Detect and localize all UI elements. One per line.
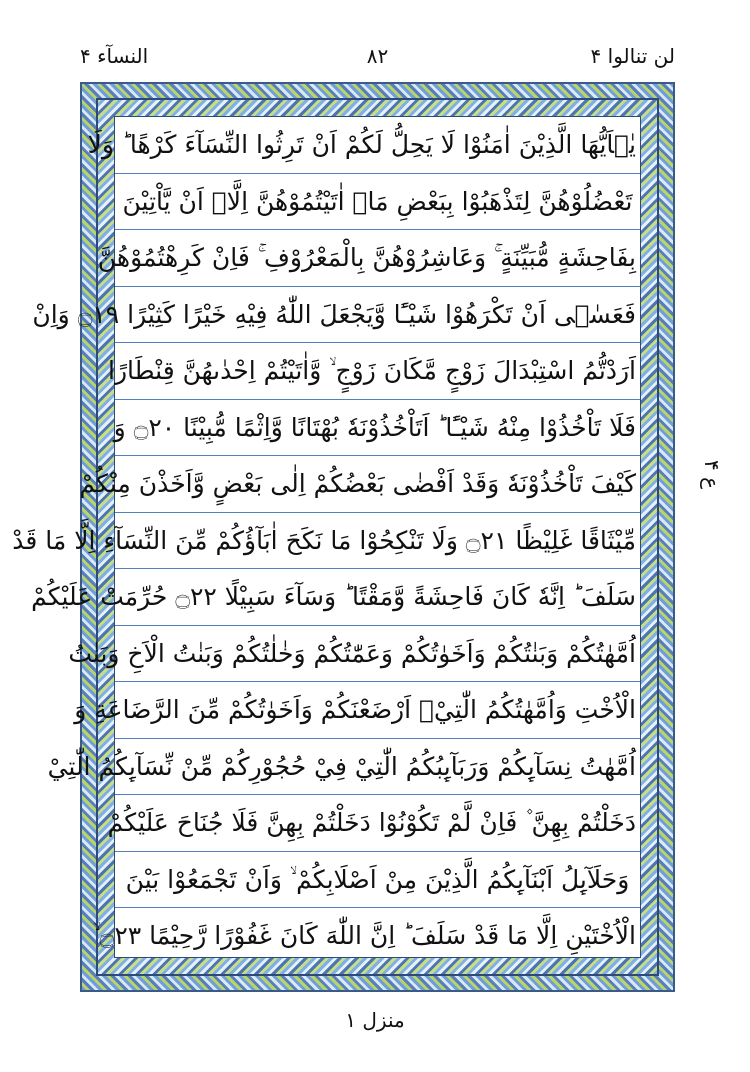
text-line: سَلَفَ ؕ اِنَّهٗ كَانَ فَاحِشَةً وَّمَقْتًا ؕ وَسَآءَ سَبِيْلًا ۝٢٢ حُرِّمَتْ عَلَيْكُمْ <box>115 569 640 626</box>
text-line: تَعْضُلُوْهُنَّ لِتَذْهَبُوْا بِبَعْضِ مَاۤ اٰتَيْتُمُوْهُنَّ اِلَّاۤ اَنْ يَّاْتِيْنَ <box>115 174 640 231</box>
text-line: مِّيْثَاقًا غَلِيْظًا ۝٢١ وَلَا تَنْكِحُوْا مَا نَكَحَ اٰبَآؤُكُمْ مِّنَ النِّسَآءِ اِلَّا مَا قَدْ <box>115 513 640 570</box>
text-line: اُمَّهٰتُكُمْ وَبَنٰتُكُمْ وَاَخَوٰتُكُمْ وَعَمّٰتُكُمْ وَخٰلٰتُكُمْ وَبَنٰتُ الْاَخِ وَبَنٰتُ <box>115 626 640 683</box>
manzil-footer: منزل ۱ <box>345 1008 405 1032</box>
page-number: ٨٢ <box>366 44 389 68</box>
text-line: بِفَاحِشَةٍ مُّبَيِّنَةٍ ۚ وَعَاشِرُوْهُنَّ بِالْمَعْرُوْفِ ۚ فَاِنْ كَرِهْتُمُوْهُنَّ <box>115 230 640 287</box>
text-line: الْاُخْتِ وَاُمَّهٰتُكُمُ الّٰتِيْۤ اَرْضَعْنَكُمْ وَاَخَوٰتُكُمْ مِّنَ الرَّضَاعَةِ وَ <box>115 682 640 739</box>
text-line: كَيْفَ تَاْخُذُوْنَهٗ وَقَدْ اَفْضٰى بَعْضُكُمْ اِلٰى بَعْضٍ وَّاَخَذْنَ مِنْكُمْ <box>115 456 640 513</box>
text-line: يٰۤاَيُّهَا الَّذِيْنَ اٰمَنُوْا لَا يَحِلُّ لَكُمْ اَنْ تَرِثُوا النِّسَآءَ كَرْهًا ؕ وَلَا <box>115 117 640 174</box>
ruku-marker: ع ۴ <box>700 460 724 490</box>
text-line: اُمَّهٰتُ نِسَآىِٕكُمْ وَرَبَآىِٕبُكُمُ الّٰتِيْ فِيْ حُجُوْرِكُمْ مِّنْ نِّسَآىِٕكُمُ الّٰتِيْ <box>115 739 640 796</box>
text-line: فَعَسٰۤى اَنْ تَكْرَهُوْا شَيْـًٔا وَّيَجْعَلَ اللّٰهُ فِيْهِ خَيْرًا كَثِيْرًا ۝١٩ وَاِنْ <box>115 287 640 344</box>
decorative-inner-border <box>12 98 659 976</box>
text-line: دَخَلْتُمْ بِهِنَّ ۫ فَاِنْ لَّمْ تَكُوْنُوْا دَخَلْتُمْ بِهِنَّ فَلَا جُنَاحَ عَلَيْكُمْ <box>115 795 640 852</box>
juz-name: لن تنالوا ۴ <box>590 44 675 68</box>
text-line: اَرَدْتُّمُ اسْتِبْدَالَ زَوْجٍ مَّكَانَ زَوْجٍ ۙ وَّاٰتَيْتُمْ اِحْدٰىهُنَّ قِنْطَارًا <box>115 343 640 400</box>
surah-name: النسآء ۴ <box>80 44 149 68</box>
text-line: الْاُخْتَيْنِ اِلَّا مَا قَدْ سَلَفَ ؕ اِنَّ اللّٰهَ كَانَ غَفُوْرًا رَّحِيْمًا ۝٢٣ ۙ <box>93 921 636 950</box>
text-line: فَلَا تَاْخُذُوْا مِنْهُ شَيْـًٔا ؕ اَتَاْخُذُوْنَهٗ بُهْتَانًا وَّاِثْمًا مُّبِيْنًا ۝٢٠ وَ <box>115 400 640 457</box>
decorative-border <box>12 82 675 992</box>
text-line: وَحَلَآىِٕلُ اَبْنَآىِٕكُمُ الَّذِيْنَ مِنْ اَصْلَابِكُمْ ۙ وَاَنْ تَجْمَعُوْا بَيْنَ <box>115 852 640 909</box>
quran-text-panel <box>12 116 641 958</box>
page-header <box>80 44 675 84</box>
